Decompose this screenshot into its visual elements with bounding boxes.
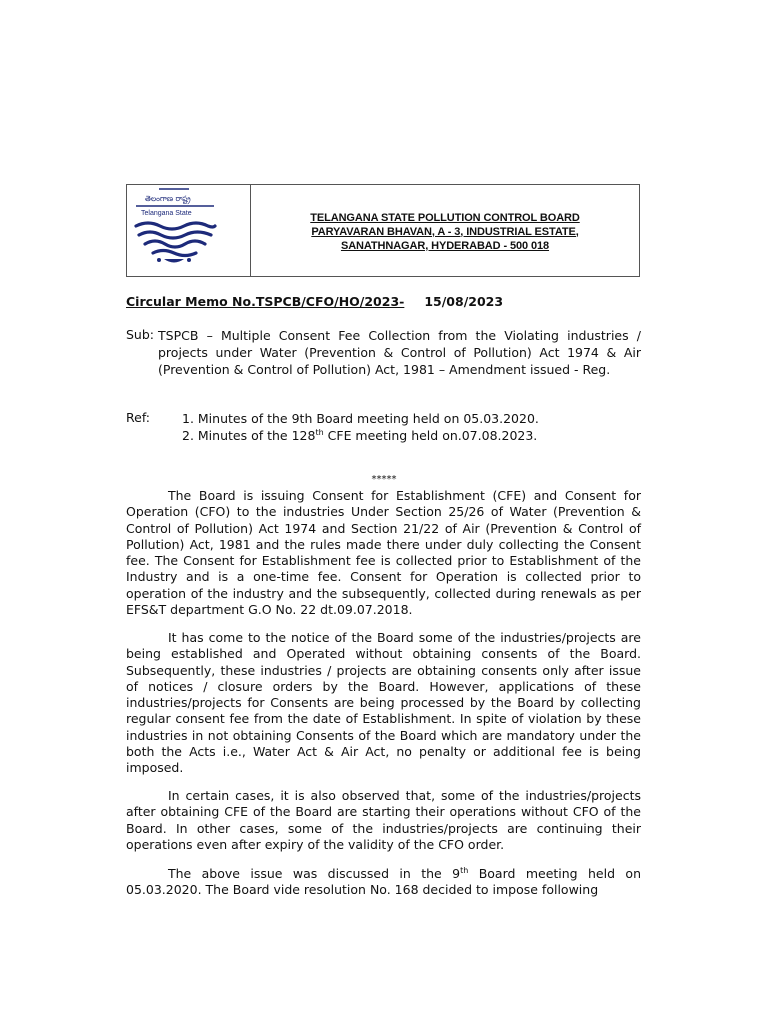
- memo-line: [126, 294, 503, 309]
- section-separator: *****: [371, 474, 397, 485]
- memo-number: Circular Memo No.TSPCB/CFO/HO/2023-: [126, 294, 405, 309]
- subject-label: Sub:: [126, 327, 155, 342]
- memo-date: 15/08/2023: [424, 294, 504, 309]
- letterhead-box: [126, 184, 640, 277]
- logo-telugu-text: తెలంగాణ రాష్ట్ర: [145, 194, 191, 203]
- logo-cell: [127, 185, 251, 276]
- board-name: TELANGANA STATE POLLUTION CONTROL BOARD: [310, 211, 580, 224]
- reference-item: 2. Minutes of the 128th CFE meeting held on.07.08.2023.: [182, 428, 538, 443]
- body-paragraph-3: In certain cases, it is also observed that, some of the industries/projects after obtaining CFE of the Board are starting their operations without CFO of the Board. In other cases, some of the industries/projects are continuing their operations even after expiry of the validity of the CFO order.: [126, 788, 641, 852]
- body-paragraph-4: The above issue was discussed in the 9th Board meeting held on 05.03.2020. The Board vide resolution No. 168 decided to impose following: [126, 866, 641, 898]
- body-paragraph-2: It has come to the notice of the Board some of the industries/projects are being established and Operated without obtaining consents of the Board. Subsequently, these industries / projects are obtaining consents only after issue of notices / closure orders by the Board. However, applications of these industries/projects for Consents are being processed by the Board by collecting regular consent fee from the date of Establishment. In spite of violation by these industries in not obtaining Consents of the Board which are mandatory under the both the Acts i.e., Water Act & Air Act, no penalty or additional fee is being imposed.: [126, 630, 641, 776]
- board-address-line-2: SANATHNAGAR, HYDERABAD - 500 018: [340, 239, 550, 252]
- reference-item: 1. Minutes of the 9th Board meeting held on 05.03.2020.: [182, 411, 539, 426]
- subject-text: TSPCB – Multiple Consent Fee Collection from the Violating industries / projects under Water (Prevention & Control of Pollution) Act 1974 & Air (Prevention & Control of Pollution) Act, 1981 – Amendment issued - Reg.: [158, 328, 641, 377]
- board-address-cell: [251, 185, 639, 276]
- logo-state-text: Telangana State: [141, 210, 192, 217]
- tspcb-logo-icon: [131, 187, 217, 267]
- body-paragraph-1: The Board is issuing Consent for Establishment (CFE) and Consent for Operation (CFO) to the industries Under Section 25/26 of Water (Prevention & Control of Pollution) Act 1974 and Section 21/22 of Air (Prevention & Control of Pollution) Act, 1981 and the rules made there under duly collecting the Consent fee. The Consent for Establishment fee is collected prior to Establishment of the Industry and is a one-time fee. Consent for Operation is collected prior to operation of the industry and the subsequently, collected during renewals as per EFS&T department G.O No. 22 dt.09.07.2018.: [126, 488, 641, 618]
- board-address-line-1: PARYAVARAN BHAVAN, A - 3, INDUSTRIAL ESTATE,: [311, 225, 579, 238]
- reference-label: Ref:: [126, 410, 150, 425]
- reference-list: [182, 410, 539, 444]
